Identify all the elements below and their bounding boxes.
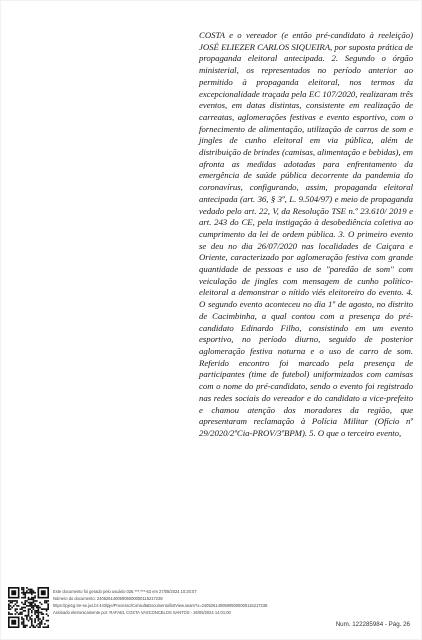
footer-generated-by: Este documento foi gerado pelo usuário 026.***.***-63 em 27/05/2024 10:20:07 [53,589,197,594]
footer-signed-by: Assinado eletronicamente por: RAFAEL COSTA VASCONCELOS SANTOS - 26/05/2024 14:01:00 [53,609,231,615]
footer-document-number: Número do documento: 24052614005905000000115217238 [53,595,163,601]
footer-consult-link[interactable]: https://pje1g.tre-se.jus.br:443/pje/Processo/ConsultaDocumento/listView.seam?x=24052614005905000000115217238 [53,602,268,608]
qr-code-icon [8,587,49,628]
document-body-paragraph: COSTA e o vereador (e então pré-candidato à reeleição) JOSÉ ELIEZER CARLOS SIQUEIRA, por suposta prática de propaganda eleitoral antecipada. 2. Segundo o órgão ministerial, os representados no período anterior ao permitido à propaganda eleitoral, nos termos da excepcionalidade traçada pela EC 107/2020, realizaram três eventos, em datas distintas, consistente em realização de carreatas, aglomerações festivas e evento esportivo, com o fornecimento de alimentação, utilização de carros de som e jingles de cunho eleitoral em via pública, além de distribuição de brindes (camisas, alimentação e bebidas), em afronta as medidas adotadas para enfrentamento da emergência de saúde pública decorrente da pandemia do coronavírus, configurando, assim, propaganda eleitoral antecipada (art. 36, § 3º, L. 9.504/97) e meio de propaganda vedado pelo art. 22, V, da Resolução TSE n.º 23.610/ 2019 e art. 243 do CE, pela instigação à desobediência coletiva ao cumprimento da lei de ordem pública. 3. O primeiro evento se deu no dia 26/07/2020 nas localidades de Caiçara e Oriente, caracterizado por aglomeração festiva com grande quantidade de pessoas e uso de "paredão de som" com veiculação de jingles com mensagem de cunho político-eleitoral a demonstrar o nítido viés eleitoreiro do evento. 4. O segundo evento aconteceu no dia 1º de agosto, no distrito de Cacimbinha, a qual contou com a presença do pré-candidato Edinardo Filho, consistindo em um evento esportivo, no período diurno, seguido de posterior aglomeração festiva noturna e o uso de carro de som. Referido encontro foi marcado pela presença de participantes (time de futebol) uniformizados com camisas com o nome do pré-candidato, sendo o evento foi registrado nas redes sociais do vereador e do candidato a vice-prefeito e chamou atenção dos moradores da região, que apresentaram reclamação à Polícia Militar (Ofício nº 29/2020/2ºCia-PROV/3ºBPM). 5. O que o terceiro evento, [199,30,413,438]
document-footer-info [53,589,333,617]
page-number: Num. 122285984 - Pág. 26 [335,621,410,628]
